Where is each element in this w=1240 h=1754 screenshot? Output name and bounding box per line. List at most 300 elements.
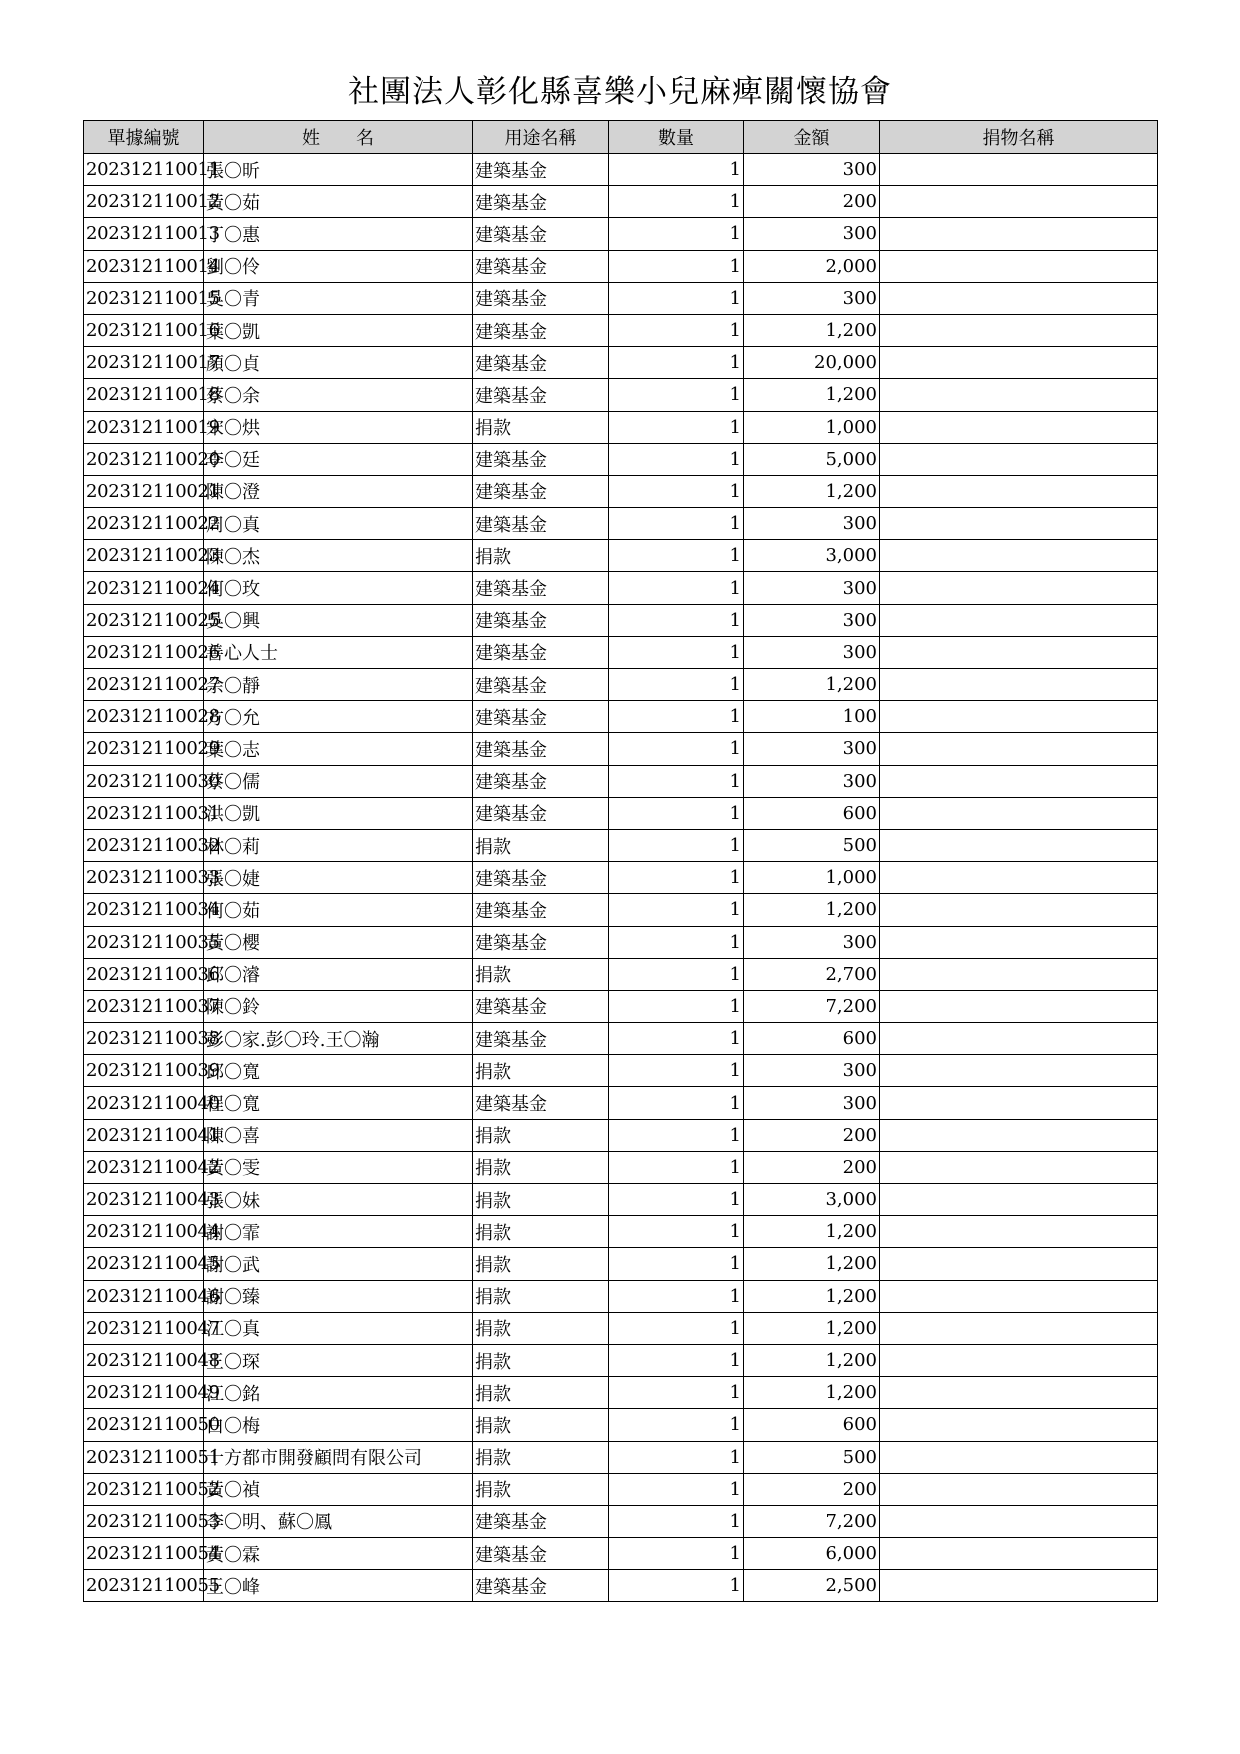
cell-receipt-no: 202312110027 <box>84 669 204 701</box>
cell-amount: 1,200 <box>744 379 880 411</box>
cell-receipt-no: 202312110048 <box>84 1344 204 1376</box>
cell-amount: 1,200 <box>744 894 880 926</box>
cell-purpose: 建築基金 <box>473 990 609 1022</box>
cell-amount: 300 <box>744 218 880 250</box>
table-row <box>84 1023 1158 1055</box>
table-header-row <box>84 121 1158 154</box>
cell-donated-item <box>880 443 1158 475</box>
cell-donated-item <box>880 990 1158 1022</box>
table-row <box>84 1280 1158 1312</box>
cell-amount: 7,200 <box>744 1505 880 1537</box>
cell-receipt-no: 202312110028 <box>84 701 204 733</box>
cell-quantity: 1 <box>609 894 744 926</box>
column-header-amount: 金額 <box>744 121 880 154</box>
cell-receipt-no: 202312110031 <box>84 797 204 829</box>
cell-receipt-no: 202312110012 <box>84 186 204 218</box>
cell-amount: 2,500 <box>744 1570 880 1602</box>
cell-name: 謝〇臻 <box>204 1280 473 1312</box>
cell-quantity: 1 <box>609 829 744 861</box>
cell-purpose: 捐款 <box>473 540 609 572</box>
table-row <box>84 282 1158 314</box>
cell-name: 黃〇櫻 <box>204 926 473 958</box>
cell-donated-item <box>880 1538 1158 1570</box>
cell-donated-item <box>880 475 1158 507</box>
cell-purpose: 捐款 <box>473 1312 609 1344</box>
cell-amount: 600 <box>744 1023 880 1055</box>
cell-amount: 300 <box>744 765 880 797</box>
cell-purpose: 捐款 <box>473 1216 609 1248</box>
cell-amount: 500 <box>744 1441 880 1473</box>
table-row <box>84 604 1158 636</box>
cell-quantity: 1 <box>609 636 744 668</box>
cell-name: 洪〇凱 <box>204 797 473 829</box>
cell-receipt-no: 202312110021 <box>84 475 204 507</box>
cell-amount: 200 <box>744 1119 880 1151</box>
cell-purpose: 建築基金 <box>473 669 609 701</box>
cell-amount: 300 <box>744 282 880 314</box>
cell-amount: 300 <box>744 604 880 636</box>
table-row <box>84 765 1158 797</box>
cell-amount: 200 <box>744 186 880 218</box>
cell-quantity: 1 <box>609 797 744 829</box>
cell-receipt-no: 202312110035 <box>84 926 204 958</box>
cell-name: 周〇真 <box>204 508 473 540</box>
cell-donated-item <box>880 282 1158 314</box>
cell-receipt-no: 202312110038 <box>84 1023 204 1055</box>
cell-purpose: 建築基金 <box>473 701 609 733</box>
cell-quantity: 1 <box>609 990 744 1022</box>
table-row <box>84 1570 1158 1602</box>
cell-receipt-no: 202312110019 <box>84 411 204 443</box>
cell-donated-item <box>880 1248 1158 1280</box>
table-row <box>84 829 1158 861</box>
cell-amount: 300 <box>744 1087 880 1119</box>
cell-purpose: 建築基金 <box>473 1087 609 1119</box>
cell-receipt-no: 202312110025 <box>84 604 204 636</box>
table-row <box>84 314 1158 346</box>
cell-receipt-no: 202312110020 <box>84 443 204 475</box>
cell-purpose: 建築基金 <box>473 154 609 186</box>
cell-purpose: 建築基金 <box>473 314 609 346</box>
cell-donated-item <box>880 1280 1158 1312</box>
cell-quantity: 1 <box>609 1119 744 1151</box>
cell-receipt-no: 202312110011 <box>84 154 204 186</box>
table-row <box>84 1119 1158 1151</box>
cell-quantity: 1 <box>609 765 744 797</box>
cell-name: 吳〇興 <box>204 604 473 636</box>
cell-donated-item <box>880 218 1158 250</box>
cell-donated-item <box>880 1087 1158 1119</box>
donation-table <box>83 120 1158 1602</box>
cell-quantity: 1 <box>609 1409 744 1441</box>
cell-name: 善心人士 <box>204 636 473 668</box>
table-row <box>84 508 1158 540</box>
cell-donated-item <box>880 701 1158 733</box>
cell-amount: 1,200 <box>744 1312 880 1344</box>
cell-donated-item <box>880 669 1158 701</box>
cell-purpose: 捐款 <box>473 1151 609 1183</box>
cell-receipt-no: 202312110047 <box>84 1312 204 1344</box>
table-row <box>84 1216 1158 1248</box>
cell-donated-item <box>880 1409 1158 1441</box>
cell-name: 黃〇禎 <box>204 1473 473 1505</box>
cell-amount: 300 <box>744 733 880 765</box>
cell-quantity: 1 <box>609 733 744 765</box>
cell-receipt-no: 202312110044 <box>84 1216 204 1248</box>
table-row <box>84 894 1158 926</box>
cell-purpose: 建築基金 <box>473 894 609 926</box>
cell-purpose: 捐款 <box>473 1473 609 1505</box>
cell-receipt-no: 202312110013 <box>84 218 204 250</box>
cell-name: 劉〇伶 <box>204 250 473 282</box>
table-row <box>84 797 1158 829</box>
cell-receipt-no: 202312110041 <box>84 1119 204 1151</box>
cell-amount: 1,200 <box>744 1377 880 1409</box>
cell-quantity: 1 <box>609 1055 744 1087</box>
table-row <box>84 926 1158 958</box>
cell-amount: 20,000 <box>744 347 880 379</box>
cell-donated-item <box>880 1119 1158 1151</box>
table-row <box>84 154 1158 186</box>
cell-receipt-no: 202312110055 <box>84 1570 204 1602</box>
cell-purpose: 建築基金 <box>473 1538 609 1570</box>
cell-quantity: 1 <box>609 250 744 282</box>
cell-quantity: 1 <box>609 475 744 507</box>
cell-donated-item <box>880 733 1158 765</box>
cell-amount: 1,200 <box>744 1216 880 1248</box>
cell-quantity: 1 <box>609 186 744 218</box>
cell-donated-item <box>880 314 1158 346</box>
table-row <box>84 958 1158 990</box>
cell-purpose: 建築基金 <box>473 379 609 411</box>
column-header-quantity: 數量 <box>609 121 744 154</box>
cell-quantity: 1 <box>609 379 744 411</box>
cell-purpose: 建築基金 <box>473 475 609 507</box>
column-header-name: 姓 名 <box>204 121 473 154</box>
table-row <box>84 572 1158 604</box>
cell-name: 陳〇鈴 <box>204 990 473 1022</box>
cell-receipt-no: 202312110054 <box>84 1538 204 1570</box>
cell-name: 謝〇武 <box>204 1248 473 1280</box>
cell-receipt-no: 202312110022 <box>84 508 204 540</box>
table-row <box>84 250 1158 282</box>
table-row <box>84 862 1158 894</box>
cell-amount: 300 <box>744 1055 880 1087</box>
cell-quantity: 1 <box>609 926 744 958</box>
cell-donated-item <box>880 1023 1158 1055</box>
cell-quantity: 1 <box>609 1184 744 1216</box>
cell-receipt-no: 202312110049 <box>84 1377 204 1409</box>
cell-donated-item <box>880 154 1158 186</box>
table-row <box>84 218 1158 250</box>
cell-donated-item <box>880 508 1158 540</box>
cell-amount: 100 <box>744 701 880 733</box>
table-row <box>84 1248 1158 1280</box>
cell-purpose: 建築基金 <box>473 862 609 894</box>
cell-quantity: 1 <box>609 282 744 314</box>
cell-name: 葉〇凱 <box>204 314 473 346</box>
table-row <box>84 701 1158 733</box>
cell-donated-item <box>880 1312 1158 1344</box>
cell-name: 彭〇家.彭〇玲.王〇瀚 <box>204 1023 473 1055</box>
cell-name: 張〇昕 <box>204 154 473 186</box>
cell-name: 林〇莉 <box>204 829 473 861</box>
cell-quantity: 1 <box>609 1248 744 1280</box>
cell-purpose: 建築基金 <box>473 347 609 379</box>
cell-receipt-no: 202312110037 <box>84 990 204 1022</box>
table-row <box>84 347 1158 379</box>
cell-purpose: 捐款 <box>473 1344 609 1376</box>
cell-purpose: 捐款 <box>473 1248 609 1280</box>
cell-name: 余〇靜 <box>204 669 473 701</box>
cell-name: 十方都市開發顧問有限公司 <box>204 1441 473 1473</box>
cell-amount: 300 <box>744 926 880 958</box>
cell-donated-item <box>880 1216 1158 1248</box>
cell-quantity: 1 <box>609 218 744 250</box>
cell-purpose: 建築基金 <box>473 1505 609 1537</box>
cell-quantity: 1 <box>609 1473 744 1505</box>
cell-quantity: 1 <box>609 314 744 346</box>
cell-amount: 200 <box>744 1473 880 1505</box>
cell-receipt-no: 202312110043 <box>84 1184 204 1216</box>
cell-amount: 7,200 <box>744 990 880 1022</box>
cell-donated-item <box>880 1441 1158 1473</box>
cell-amount: 600 <box>744 1409 880 1441</box>
cell-amount: 200 <box>744 1151 880 1183</box>
table-row <box>84 443 1158 475</box>
cell-receipt-no: 202312110014 <box>84 250 204 282</box>
cell-receipt-no: 202312110023 <box>84 540 204 572</box>
cell-name: 王〇琛 <box>204 1344 473 1376</box>
cell-amount: 1,200 <box>744 1280 880 1312</box>
cell-quantity: 1 <box>609 1280 744 1312</box>
cell-name: 江〇真 <box>204 1312 473 1344</box>
cell-donated-item <box>880 540 1158 572</box>
cell-quantity: 1 <box>609 1441 744 1473</box>
cell-purpose: 建築基金 <box>473 765 609 797</box>
cell-quantity: 1 <box>609 411 744 443</box>
cell-quantity: 1 <box>609 1087 744 1119</box>
cell-quantity: 1 <box>609 1505 744 1537</box>
cell-name: 方〇允 <box>204 701 473 733</box>
cell-quantity: 1 <box>609 154 744 186</box>
cell-receipt-no: 202312110016 <box>84 314 204 346</box>
cell-name: 江〇銘 <box>204 1377 473 1409</box>
cell-donated-item <box>880 1184 1158 1216</box>
cell-purpose: 捐款 <box>473 1184 609 1216</box>
cell-receipt-no: 202312110024 <box>84 572 204 604</box>
cell-purpose: 捐款 <box>473 1441 609 1473</box>
cell-name: 張〇婕 <box>204 862 473 894</box>
cell-name: 李〇明、蘇〇鳳 <box>204 1505 473 1537</box>
cell-receipt-no: 202312110030 <box>84 765 204 797</box>
cell-purpose: 捐款 <box>473 1409 609 1441</box>
cell-receipt-no: 202312110053 <box>84 1505 204 1537</box>
table-row <box>84 475 1158 507</box>
cell-quantity: 1 <box>609 1151 744 1183</box>
cell-name: 何〇茹 <box>204 894 473 926</box>
cell-quantity: 1 <box>609 443 744 475</box>
cell-purpose: 建築基金 <box>473 733 609 765</box>
cell-amount: 500 <box>744 829 880 861</box>
cell-purpose: 捐款 <box>473 958 609 990</box>
cell-receipt-no: 202312110039 <box>84 1055 204 1087</box>
cell-purpose: 建築基金 <box>473 250 609 282</box>
cell-name: 張〇妹 <box>204 1184 473 1216</box>
cell-quantity: 1 <box>609 572 744 604</box>
table-row <box>84 411 1158 443</box>
cell-name: 陳〇杰 <box>204 540 473 572</box>
cell-purpose: 捐款 <box>473 1377 609 1409</box>
cell-amount: 1,200 <box>744 475 880 507</box>
cell-donated-item <box>880 1570 1158 1602</box>
table-row <box>84 1151 1158 1183</box>
cell-name: 吳〇青 <box>204 282 473 314</box>
cell-receipt-no: 202312110032 <box>84 829 204 861</box>
cell-purpose: 建築基金 <box>473 797 609 829</box>
table-row <box>84 1377 1158 1409</box>
cell-purpose: 建築基金 <box>473 186 609 218</box>
cell-receipt-no: 202312110040 <box>84 1087 204 1119</box>
cell-name: 李〇廷 <box>204 443 473 475</box>
table-row <box>84 1538 1158 1570</box>
cell-donated-item <box>880 829 1158 861</box>
cell-amount: 1,000 <box>744 862 880 894</box>
cell-donated-item <box>880 1505 1158 1537</box>
cell-purpose: 建築基金 <box>473 1570 609 1602</box>
cell-name: 丁〇惠 <box>204 218 473 250</box>
cell-donated-item <box>880 1344 1158 1376</box>
cell-donated-item <box>880 862 1158 894</box>
cell-receipt-no: 202312110045 <box>84 1248 204 1280</box>
cell-donated-item <box>880 1151 1158 1183</box>
cell-donated-item <box>880 347 1158 379</box>
cell-name: 黃〇茹 <box>204 186 473 218</box>
cell-donated-item <box>880 894 1158 926</box>
cell-receipt-no: 202312110029 <box>84 733 204 765</box>
cell-donated-item <box>880 636 1158 668</box>
table-row <box>84 1312 1158 1344</box>
cell-purpose: 建築基金 <box>473 572 609 604</box>
cell-donated-item <box>880 411 1158 443</box>
cell-name: 陳〇喜 <box>204 1119 473 1151</box>
cell-receipt-no: 202312110018 <box>84 379 204 411</box>
table-row <box>84 733 1158 765</box>
cell-quantity: 1 <box>609 1312 744 1344</box>
cell-name: 何〇玫 <box>204 572 473 604</box>
cell-purpose: 建築基金 <box>473 508 609 540</box>
cell-name: 謝〇霏 <box>204 1216 473 1248</box>
cell-receipt-no: 202312110042 <box>84 1151 204 1183</box>
cell-amount: 1,200 <box>744 314 880 346</box>
cell-name: 陳〇澄 <box>204 475 473 507</box>
cell-donated-item <box>880 1055 1158 1087</box>
table-row <box>84 669 1158 701</box>
table-body <box>84 154 1158 1602</box>
cell-quantity: 1 <box>609 1344 744 1376</box>
cell-purpose: 捐款 <box>473 1119 609 1151</box>
cell-receipt-no: 202312110017 <box>84 347 204 379</box>
cell-amount: 3,000 <box>744 540 880 572</box>
cell-amount: 2,700 <box>744 958 880 990</box>
cell-donated-item <box>880 379 1158 411</box>
cell-donated-item <box>880 765 1158 797</box>
cell-name: 顏〇貞 <box>204 347 473 379</box>
cell-name: 程〇寬 <box>204 1087 473 1119</box>
cell-quantity: 1 <box>609 862 744 894</box>
cell-donated-item <box>880 958 1158 990</box>
cell-name: 蔡〇余 <box>204 379 473 411</box>
table-row <box>84 1344 1158 1376</box>
cell-quantity: 1 <box>609 1570 744 1602</box>
cell-name: 蔡〇儒 <box>204 765 473 797</box>
cell-donated-item <box>880 1473 1158 1505</box>
cell-amount: 6,000 <box>744 1538 880 1570</box>
cell-donated-item <box>880 797 1158 829</box>
cell-purpose: 捐款 <box>473 1055 609 1087</box>
column-header-donated-item: 捐物名稱 <box>880 121 1158 154</box>
cell-purpose: 捐款 <box>473 1280 609 1312</box>
cell-amount: 3,000 <box>744 1184 880 1216</box>
cell-purpose: 建築基金 <box>473 218 609 250</box>
cell-amount: 300 <box>744 508 880 540</box>
table-row <box>84 1473 1158 1505</box>
cell-name: 邱〇寬 <box>204 1055 473 1087</box>
cell-quantity: 1 <box>609 1538 744 1570</box>
cell-name: 黃〇雯 <box>204 1151 473 1183</box>
cell-receipt-no: 202312110034 <box>84 894 204 926</box>
cell-amount: 1,200 <box>744 669 880 701</box>
cell-receipt-no: 202312110052 <box>84 1473 204 1505</box>
table-row <box>84 379 1158 411</box>
cell-purpose: 建築基金 <box>473 636 609 668</box>
cell-quantity: 1 <box>609 701 744 733</box>
cell-amount: 2,000 <box>744 250 880 282</box>
cell-donated-item <box>880 572 1158 604</box>
cell-purpose: 建築基金 <box>473 443 609 475</box>
cell-amount: 1,000 <box>744 411 880 443</box>
cell-amount: 300 <box>744 572 880 604</box>
cell-quantity: 1 <box>609 508 744 540</box>
cell-amount: 1,200 <box>744 1344 880 1376</box>
cell-purpose: 建築基金 <box>473 1023 609 1055</box>
cell-name: 黃〇霖 <box>204 1538 473 1570</box>
cell-donated-item <box>880 926 1158 958</box>
cell-purpose: 捐款 <box>473 829 609 861</box>
cell-quantity: 1 <box>609 669 744 701</box>
cell-receipt-no: 202312110015 <box>84 282 204 314</box>
document-title: 社團法人彰化縣喜樂小兒麻痺關懷協會 <box>348 74 892 110</box>
cell-quantity: 1 <box>609 540 744 572</box>
table-row <box>84 540 1158 572</box>
table-row <box>84 990 1158 1022</box>
cell-donated-item <box>880 250 1158 282</box>
cell-amount: 600 <box>744 797 880 829</box>
cell-purpose: 捐款 <box>473 411 609 443</box>
table-row <box>84 1055 1158 1087</box>
table-row <box>84 1441 1158 1473</box>
cell-name: 葉〇志 <box>204 733 473 765</box>
cell-donated-item <box>880 604 1158 636</box>
cell-quantity: 1 <box>609 1023 744 1055</box>
cell-amount: 5,000 <box>744 443 880 475</box>
cell-donated-item <box>880 186 1158 218</box>
cell-name: 王〇峰 <box>204 1570 473 1602</box>
cell-receipt-no: 202312110026 <box>84 636 204 668</box>
cell-quantity: 1 <box>609 347 744 379</box>
cell-quantity: 1 <box>609 958 744 990</box>
table-row <box>84 186 1158 218</box>
